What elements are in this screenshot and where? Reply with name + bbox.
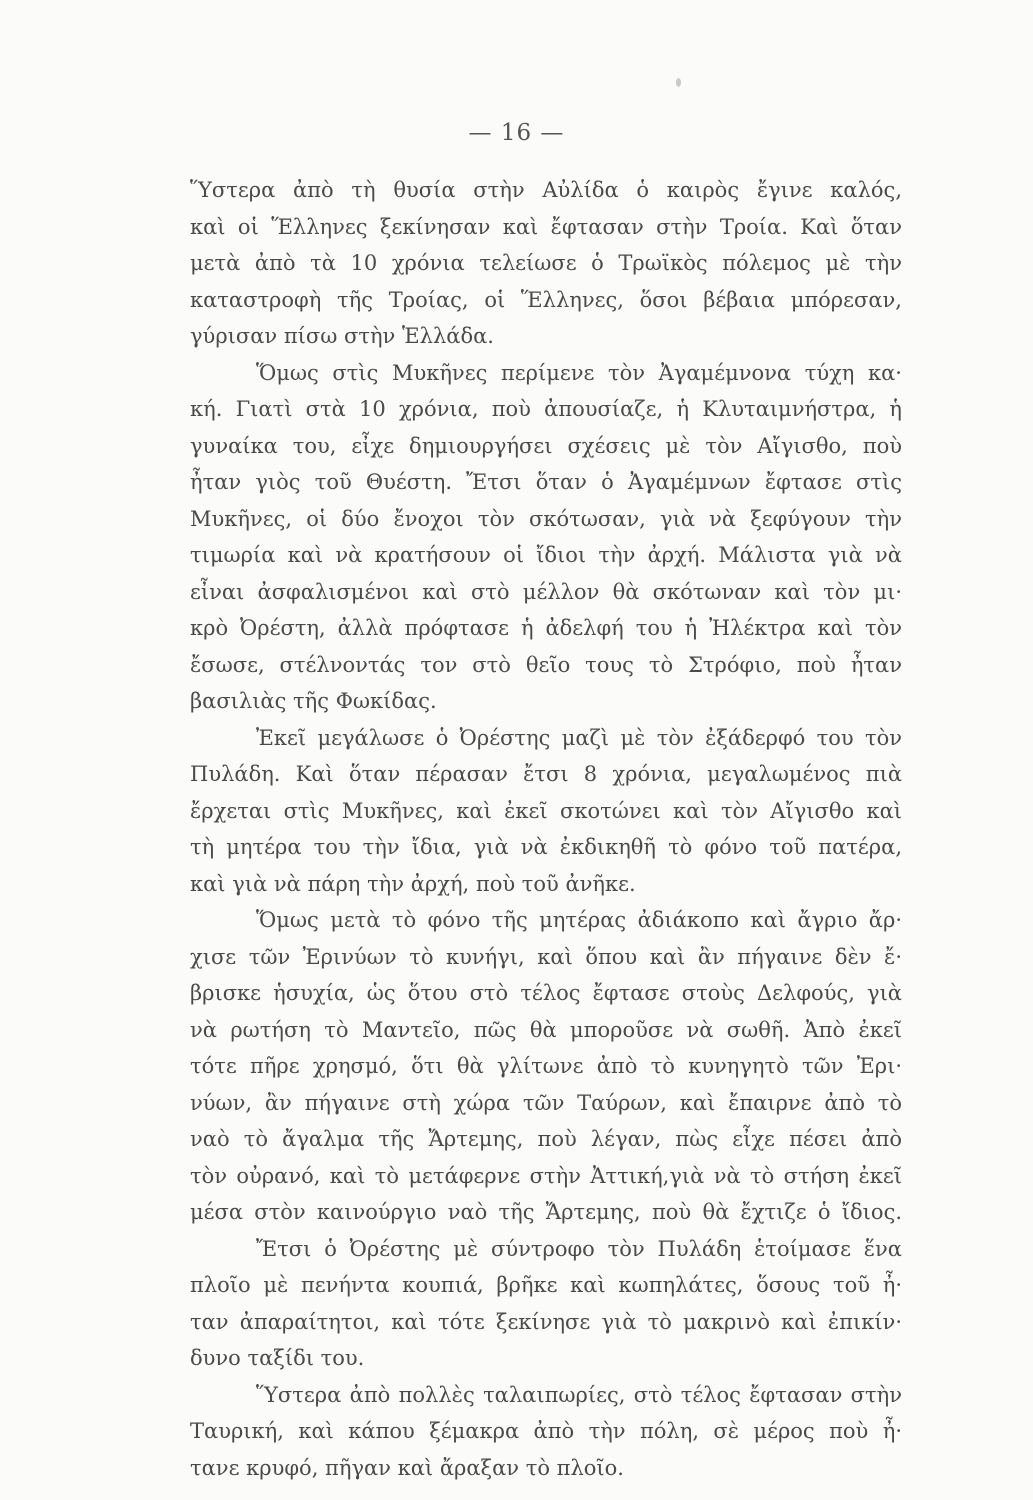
- text-line: νύων, ἂν πήγαινε στὴ χώρα τῶν Ταύρων, καὶ ἔπαιρνε ἀπὸ τὸ: [190, 1090, 902, 1115]
- text-line: καὶ οἱ Ἕλληνες ξεκίνησαν καὶ ἔφτασαν στὴν Τροία. Καὶ ὅταν: [190, 214, 902, 239]
- text-line: ναὸ τὸ ἄγαλμα τῆς Ἄρτεμης, ποὺ λέγαν, πὼς εἶχε πέσει ἀπὸ: [190, 1127, 902, 1151]
- text-line: τὸν οὐρανό, καὶ τὸ μετάφερνε στὴν Ἀττική,γιὰ νὰ τὸ στήση ἐκεῖ: [190, 1163, 902, 1188]
- text-line: τανε κρυφό, πῆγαν καὶ ἄραξαν τὸ πλοῖο.: [190, 1455, 624, 1480]
- text-line: γύρισαν πίσω στὴν Ἑλλάδα.: [190, 324, 494, 348]
- text-line: Ὕστερα ἀπὸ πολλὲς ταλαιπωρίες, στὸ τέλος ἔφτασαν στὴν: [256, 1382, 902, 1407]
- text-line: τιμωρία καὶ νὰ κρατήσουν οἱ ἴδιοι τὴν ἀρχή. Μάλιστα γιὰ νὰ: [190, 543, 902, 567]
- text-line: ἦταν γιὸς τοῦ Θυέστη. Ἔτσι ὅταν ὁ Ἀγαμέμνων ἔφτασε στὶς: [190, 470, 902, 494]
- text-line: Ἔτσι ὁ Ὀρέστης μὲ σύντροφο τὸν Πυλάδη ἑτοίμασε ἕνα: [256, 1236, 902, 1261]
- ink-speck: [676, 78, 681, 87]
- text-line: Πυλάδη. Καὶ ὅταν πέρασαν ἔτσι 8 χρόνια, μεγαλωμένος πιὰ: [190, 762, 902, 786]
- text-line: χισε τῶν Ἐρινύων τὸ κυνήγι, καὶ ὅπου καὶ ἂν πήγαινε δὲν ἔ·: [190, 944, 902, 969]
- text-line: τὴ μητέρα του τὴν ἴδια, γιὰ νὰ ἐκδικηθῆ τὸ φόνο τοῦ πατέρα,: [190, 835, 902, 859]
- text-line: μετὰ ἀπὸ τὰ 10 χρόνια τελείωσε ὁ Τρωϊκὸς πόλεμος μὲ τὴν: [190, 251, 902, 275]
- text-line: μέσα στὸν καινούργιο ναὸ τῆς Ἄρτεμης, ποὺ θὰ ἔχτιζε ὁ ἴδιος.: [190, 1200, 902, 1224]
- text-line: Ὅμως μετὰ τὸ φόνο τῆς μητέρας ἀδιάκοπο καὶ ἄγριο ἄρ·: [256, 908, 902, 932]
- text-line: κρὸ Ὀρέστη, ἀλλὰ πρόφτασε ἡ ἀδελφή του ἡ Ἠλέκτρα καὶ τὸν: [190, 616, 902, 640]
- text-line: κή. Γιατὶ στὰ 10 χρόνια, ποὺ ἀπουσίαζε, ἡ Κλυταιμνήστρα, ἡ: [190, 397, 902, 421]
- text-line: εἶναι ἀσφαλισμένοι καὶ στὸ μέλλον θὰ σκότωναν καὶ τὸν μι·: [190, 579, 902, 604]
- text-line: βρισκε ἡσυχία, ὡς ὅτου στὸ τέλος ἔφτασε στοὺς Δελφούς, γιὰ: [190, 981, 902, 1005]
- text-line: γυναίκα του, εἶχε δημιουργήσει σχέσεις μὲ τὸν Αἴγισθο, ποὺ: [190, 433, 902, 458]
- text-line: ἔρχεται στὶς Μυκῆνες, καὶ ἐκεῖ σκοτώνει καὶ τὸν Αἴγισθο καὶ: [190, 798, 902, 823]
- text-line: ἔσωσε, στέλνοντάς τον στὸ θεῖο τους τὸ Στρόφιο, ποὺ ἦταν: [190, 652, 902, 677]
- page-number: — 16 —: [468, 120, 565, 146]
- text-line: Ταυρική, καὶ κάπου ξέμακρα ἀπὸ τὴν πόλη, σὲ μέρος ποὺ ἦ·: [190, 1419, 902, 1443]
- text-line: Μυκῆνες, οἱ δύο ἔνοχοι τὸν σκότωσαν, γιὰ νὰ ξεφύγουν τὴν: [190, 506, 902, 531]
- text-line: Ἐκεῖ μεγάλωσε ὁ Ὀρέστης μαζὶ μὲ τὸν ἐξάδερφό του τὸν: [256, 725, 902, 750]
- text-line: νὰ ρωτήση τὸ Μαντεῖο, πῶς θὰ μποροῦσε νὰ σωθῆ. Ἀπὸ ἐκεῖ: [190, 1017, 902, 1042]
- text-line: Ὅμως στὶς Μυκῆνες περίμενε τὸν Ἀγαμέμνονα τύχη κα·: [256, 360, 902, 385]
- body-text: [190, 172, 902, 1486]
- text-line: καταστροφὴ τῆς Τροίας, οἱ Ἕλληνες, ὅσοι βέβαια μπόρεσαν,: [190, 287, 902, 312]
- text-line: πλοῖο μὲ πενήντα κουπιά, βρῆκε καὶ κωπηλάτες, ὅσους τοῦ ἦ·: [190, 1273, 902, 1297]
- text-line: καὶ γιὰ νὰ πάρη τὴν ἀρχή, ποὺ τοῦ ἀνῆκε.: [190, 871, 636, 896]
- text-line: ταν ἀπαραίτητοι, καὶ τότε ξεκίνησε γιὰ τὸ μακρινὸ καὶ ἐπικίν·: [190, 1309, 902, 1334]
- text-line: τότε πῆρε χρησμό, ὅτι θὰ γλίτωνε ἀπὸ τὸ κυνηγητὸ τῶν Ἐρι·: [190, 1054, 902, 1078]
- text-line: βασιλιὰς τῆς Φωκίδας.: [190, 689, 437, 713]
- text-line: Ὕστερα ἀπὸ τὴ θυσία στὴν Αὐλίδα ὁ καιρὸς ἔγινε καλός,: [190, 178, 902, 202]
- text-line: δυνο ταξίδι του.: [190, 1346, 365, 1370]
